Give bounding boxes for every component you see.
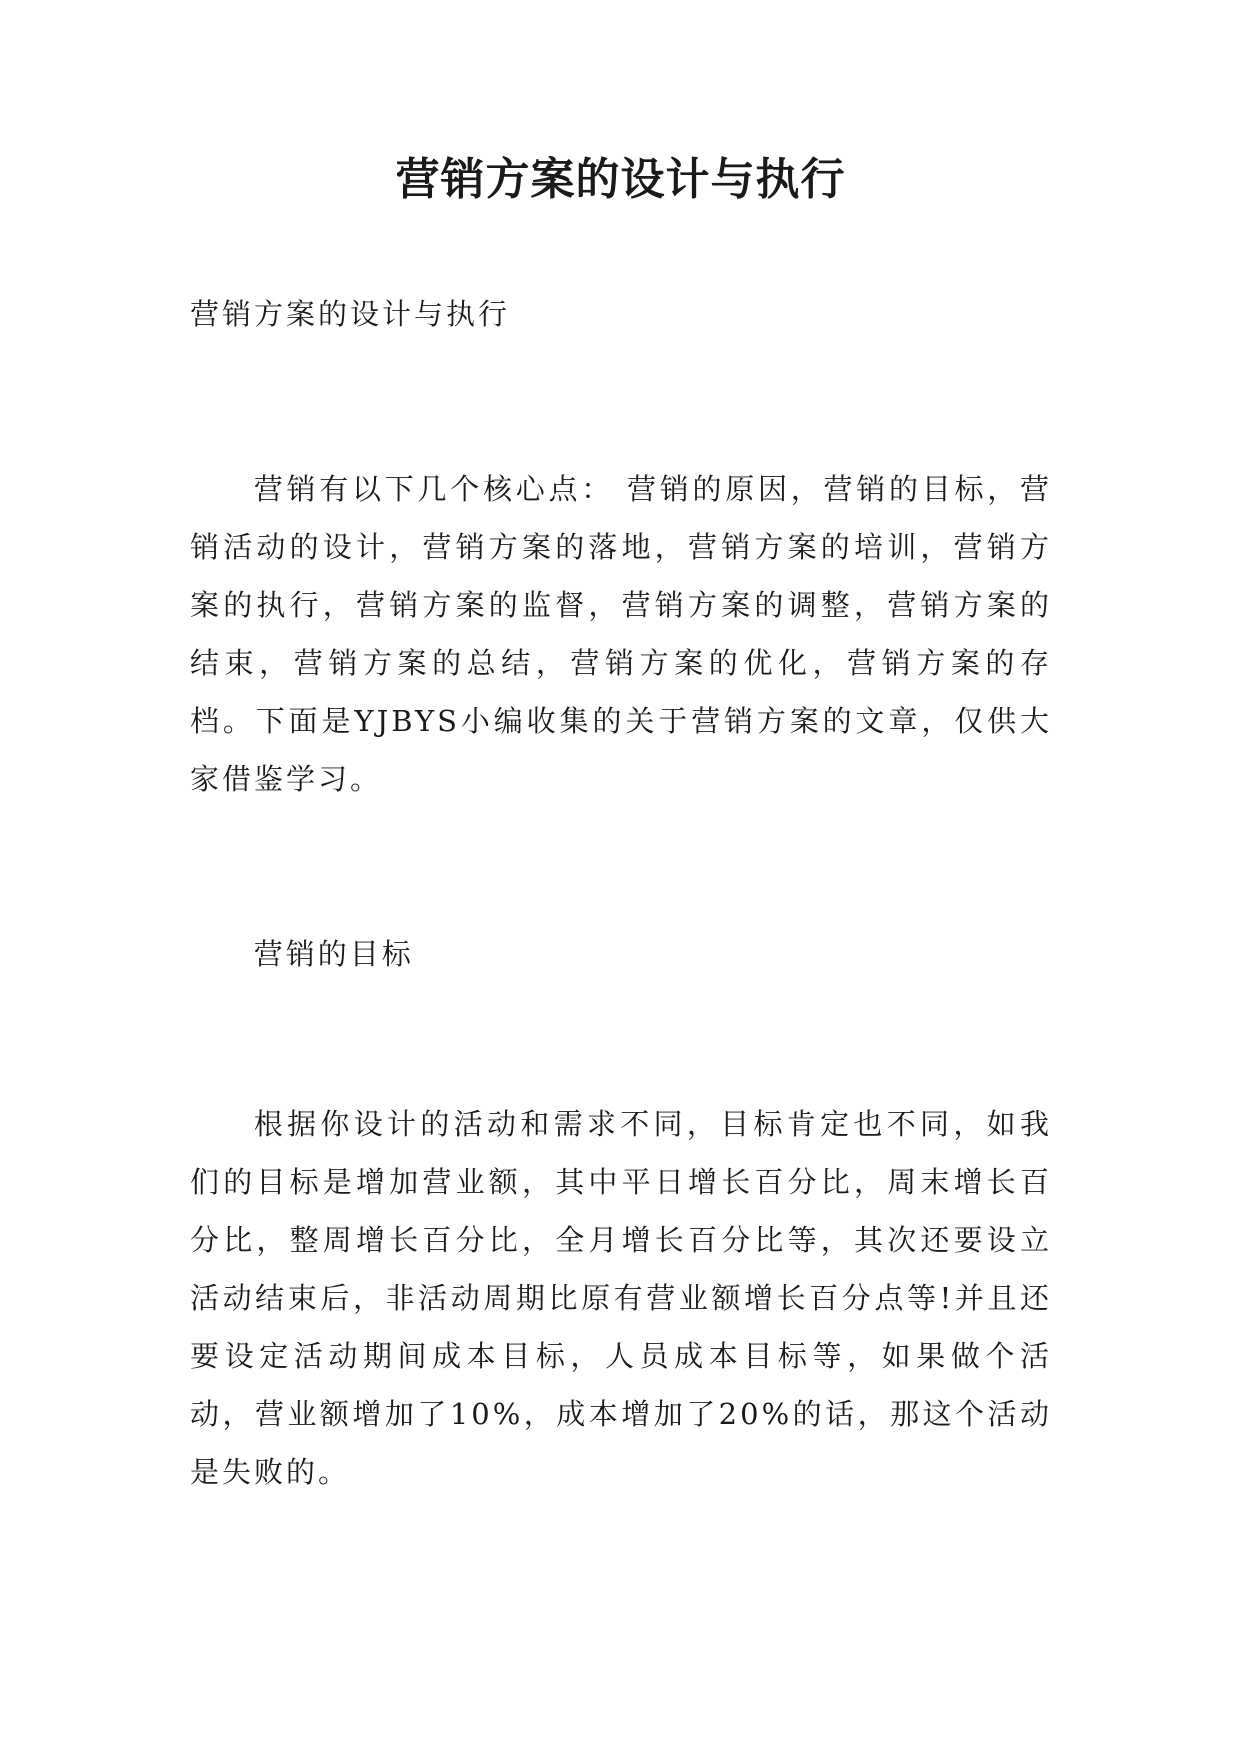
goal-paragraph: 根据你设计的活动和需求不同，目标肯定也不同，如我们的目标是增加营业额，其中平日增长百分比，周末增长百分比，整周增长百分比，全月增长百分比等，其次还要设立活动结束后，非活动周期比原有营业额增长百分点等!并且还要设定活动期间成本目标，人员成本目标等，如果做个活动，营业额增加了10%，成本增加了20%的话，那这个活动是失败的。 [190, 1107, 1052, 1489]
document-title: 营销方案的设计与执行 [395, 154, 846, 205]
intro-paragraph: 营销有以下几个核心点： 营销的原因，营销的目标，营销活动的设计，营销方案的落地，营销方案的培训，营销方案的执行，营销方案的监督，营销方案的调整，营销方案的结束，营销方案的总结，营销方案的优化，营销方案的存档。下面是YJBYS小编收集的关于营销方案的文章，仅供大家借鉴学习。 [190, 472, 1052, 796]
section-heading-marketing-goal: 营销的目标 [253, 937, 414, 971]
document-subtitle: 营销方案的设计与执行 [190, 297, 511, 331]
